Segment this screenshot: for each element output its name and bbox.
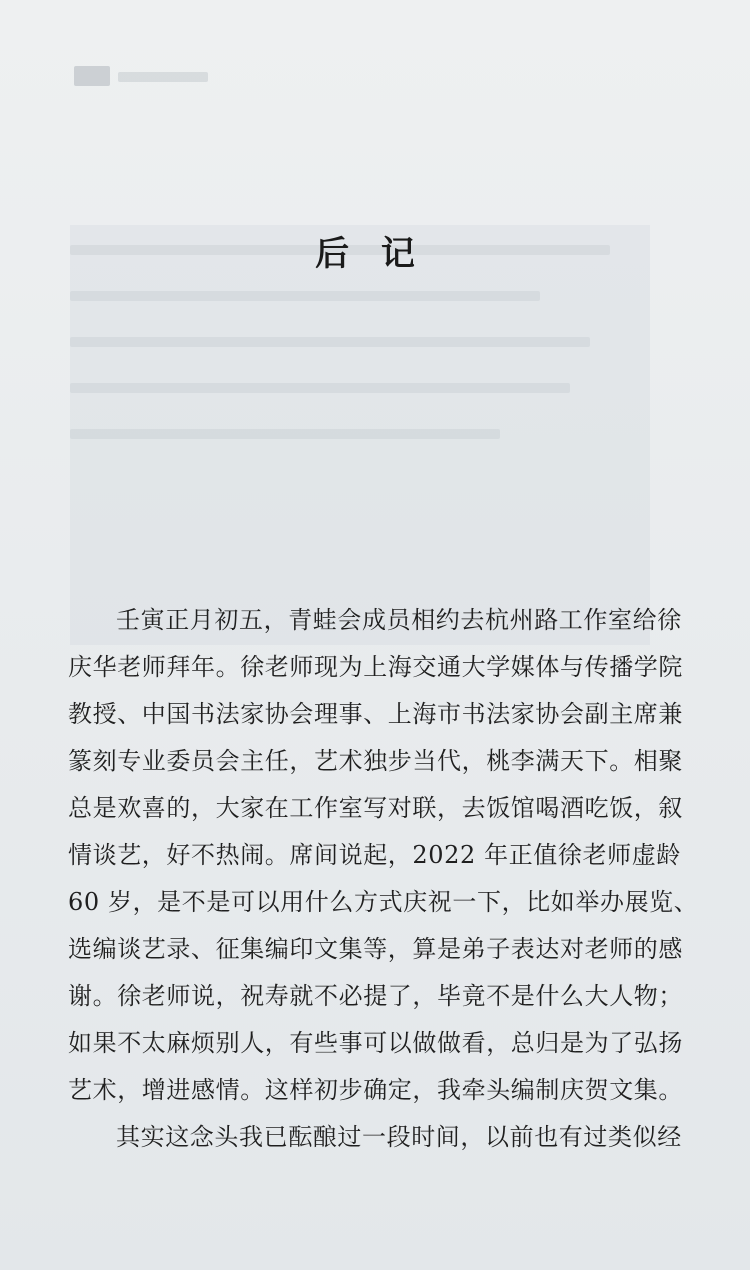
paragraph-line: 教授、中国书法家协会理事、上海市书法家协会副主席兼 <box>68 700 683 728</box>
chapter-title: 后 记 <box>315 234 425 274</box>
paragraph-line: 如果不太麻烦别人，有些事可以做做看，总归是为了弘扬 <box>68 1029 683 1057</box>
running-header <box>74 66 224 88</box>
page-number-mark <box>74 66 110 86</box>
bleed-through-line <box>70 383 570 393</box>
paragraph-line: 60 岁，是不是可以用什么方式庆祝一下，比如举办展览、 <box>68 888 699 916</box>
running-header-mark <box>118 72 208 82</box>
paragraph-line: 选编谈艺录、征集编印文集等，算是弟子表达对老师的感 <box>68 935 683 963</box>
paragraph-line: 庆华老师拜年。徐老师现为上海交通大学媒体与传播学院 <box>68 653 683 681</box>
paragraph-line: 壬寅正月初五，青蛙会成员相约去杭州路工作室给徐 <box>116 606 682 634</box>
bleed-through-line <box>70 291 540 301</box>
paragraph-line: 篆刻专业委员会主任，艺术独步当代，桃李满天下。相聚 <box>68 747 683 775</box>
bleed-through-region <box>70 225 650 645</box>
bleed-through-line <box>70 429 500 439</box>
paragraph-line: 其实这念头我已酝酿过一段时间，以前也有过类似经 <box>116 1123 682 1151</box>
bleed-through-line <box>70 337 590 347</box>
paragraph-line: 艺术，增进感情。这样初步确定，我牵头编制庆贺文集。 <box>68 1076 683 1104</box>
paragraph-line: 总是欢喜的，大家在工作室写对联，去饭馆喝酒吃饭，叙 <box>68 794 683 822</box>
body-text <box>68 597 699 1161</box>
paragraph-line: 情谈艺，好不热闹。席间说起，2022 年正值徐老师虚龄 <box>68 841 681 869</box>
paragraph-line: 谢。徐老师说，祝寿就不必提了，毕竟不是什么大人物； <box>68 982 683 1010</box>
